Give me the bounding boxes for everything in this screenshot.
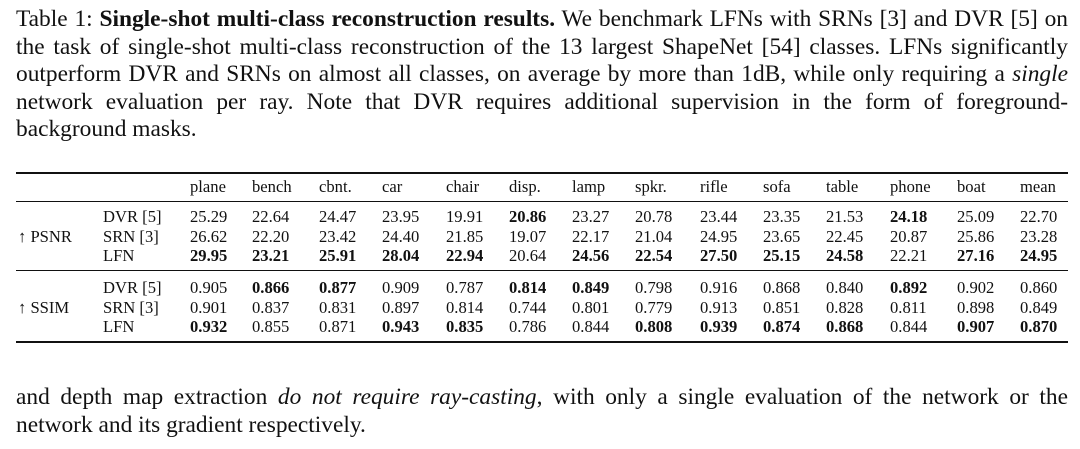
table-cell: 26.62 (190, 226, 228, 246)
column-header: car (382, 177, 403, 196)
column-header: rifle (700, 177, 728, 196)
table-cell: 0.898 (957, 297, 995, 317)
table-cell: 24.47 (319, 207, 357, 226)
column-header: mean (1020, 177, 1056, 196)
table-cell: 0.892 (890, 278, 928, 297)
table-cell: 22.45 (826, 226, 864, 246)
table-cell: 23.28 (1020, 226, 1058, 246)
table-cell: 0.811 (890, 297, 927, 317)
body-text-2: , with only a single evaluation of the network or the network and its gradient respectively. (16, 384, 1068, 438)
table-cell: 0.808 (635, 317, 673, 336)
table-cell: 0.868 (826, 317, 864, 336)
column-header: table (826, 177, 859, 196)
table-header-rule (16, 201, 1068, 202)
metric-label: ↑ SSIM (18, 297, 70, 317)
table-cell: 0.905 (190, 278, 228, 297)
column-header: sofa (763, 177, 791, 196)
table-cell: 0.939 (700, 317, 738, 336)
table-cell: 22.54 (635, 246, 673, 265)
table-cell: 0.855 (252, 317, 290, 336)
table-cell: 24.40 (382, 226, 420, 246)
table-cell: 22.17 (572, 226, 610, 246)
table-group-rule (16, 270, 1068, 271)
table-cell: 0.844 (890, 317, 928, 336)
table-cell: 20.86 (509, 207, 547, 226)
method-label: SRN [3] (103, 226, 159, 246)
table-cell: 24.18 (890, 207, 928, 226)
caption-text-1: We benchmark LFNs with SRNs [3] and DVR [5] on the task of single-shot multi-class reconstruction of the 13 largest ShapeNet [54] classes. LFNs significantly outperform DVR and SRNs on almost all classes, on average by more than 1dB, while only requiring a (16, 6, 1068, 87)
table-cell: 0.871 (319, 317, 357, 336)
method-label: LFN (103, 317, 135, 336)
column-header: spkr. (635, 177, 667, 196)
table-cell: 0.849 (1020, 297, 1058, 317)
caption-italic-word: single (1012, 61, 1068, 87)
table-cell: 21.85 (446, 226, 484, 246)
table-cell: 27.50 (700, 246, 738, 265)
table-cell: 19.91 (446, 207, 484, 226)
table-cell: 0.916 (700, 278, 738, 297)
table-cell: 0.801 (572, 297, 610, 317)
table-cell: 28.04 (382, 246, 420, 265)
table-cell: 21.53 (826, 207, 864, 226)
table-cell: 23.65 (763, 226, 801, 246)
table-cell: 0.909 (382, 278, 420, 297)
table-cell: 0.943 (382, 317, 420, 336)
table-cell: 0.860 (1020, 278, 1058, 297)
table-cell: 0.901 (190, 297, 228, 317)
body-text-1: and depth map extraction (16, 384, 268, 410)
table-cell: 0.779 (635, 297, 673, 317)
table-cell: 0.844 (572, 317, 610, 336)
table-cell: 23.42 (319, 226, 357, 246)
table-cell: 0.849 (572, 278, 610, 297)
table-cell: 0.907 (957, 317, 995, 336)
table-cell: 23.35 (763, 207, 801, 226)
column-header: bench (252, 177, 292, 196)
table-cell: 0.831 (319, 297, 357, 317)
table-cell: 0.913 (700, 297, 738, 317)
table-cell: 0.866 (252, 278, 290, 297)
column-header: lamp (572, 177, 606, 196)
caption-text-2: network evaluation per ray. Note that DVR requires additional supervision in the form of foreground-background masks. (16, 88, 1068, 142)
table-cell: 20.78 (635, 207, 673, 226)
table-cell: 0.828 (826, 297, 864, 317)
table-cell: 23.21 (252, 246, 290, 265)
table-cell: 24.95 (1020, 246, 1058, 265)
table-cell: 0.798 (635, 278, 673, 297)
method-label: DVR [5] (103, 207, 162, 226)
caption-title: Single-shot multi-class reconstruction results. (99, 6, 556, 32)
table-bottom-rule (16, 341, 1068, 343)
table-cell: 0.814 (509, 278, 547, 297)
table-cell: 24.95 (700, 226, 738, 246)
table-cell: 0.814 (446, 297, 484, 317)
table-cell: 25.86 (957, 226, 995, 246)
table-cell: 0.786 (509, 317, 547, 336)
table-cell: 22.21 (890, 246, 928, 265)
table-cell: 25.15 (763, 246, 801, 265)
table-top-rule (16, 172, 1068, 174)
method-label: DVR [5] (103, 278, 162, 297)
table-cell: 24.56 (572, 246, 610, 265)
table-cell: 24.58 (826, 246, 864, 265)
table-cell: 25.29 (190, 207, 228, 226)
table-cell: 22.70 (1020, 207, 1058, 226)
table-cell: 23.27 (572, 207, 610, 226)
table-cell: 21.04 (635, 226, 673, 246)
body-paragraph (16, 384, 1068, 439)
table-cell: 0.870 (1020, 317, 1058, 336)
column-header: disp. (509, 177, 541, 196)
table-cell: 0.874 (763, 317, 801, 336)
table-cell: 19.07 (509, 226, 547, 246)
table-cell: 29.95 (190, 246, 228, 265)
table-cell: 25.09 (957, 207, 995, 226)
table-cell: 0.851 (763, 297, 801, 317)
body-italic: do not require ray-casting (277, 384, 537, 410)
table-cell: 0.837 (252, 297, 290, 317)
method-label: LFN (103, 246, 135, 265)
table-cell: 22.20 (252, 226, 290, 246)
table-caption (16, 6, 1068, 144)
table-cell: 0.835 (446, 317, 484, 336)
table-cell: 0.932 (190, 317, 228, 336)
table-cell: 0.897 (382, 297, 420, 317)
table-cell: 0.840 (826, 278, 864, 297)
column-header: plane (190, 177, 226, 196)
column-header: chair (446, 177, 480, 196)
table-cell: 0.877 (319, 278, 357, 297)
table-cell: 22.94 (446, 246, 484, 265)
table-cell: 23.44 (700, 207, 738, 226)
table-cell: 20.64 (509, 246, 547, 265)
table-cell: 0.744 (509, 297, 547, 317)
caption-label: Table 1: (16, 6, 93, 32)
column-header: cbnt. (319, 177, 352, 196)
method-label: SRN [3] (103, 297, 159, 317)
table-cell: 20.87 (890, 226, 928, 246)
metric-label: ↑ PSNR (18, 226, 72, 246)
table-cell: 25.91 (319, 246, 357, 265)
table-cell: 23.95 (382, 207, 420, 226)
table-cell: 22.64 (252, 207, 290, 226)
table-cell: 0.902 (957, 278, 995, 297)
table-cell: 0.787 (446, 278, 484, 297)
table-cell: 0.868 (763, 278, 801, 297)
table-cell: 27.16 (957, 246, 995, 265)
column-header: phone (890, 177, 931, 196)
column-header: boat (957, 177, 986, 196)
